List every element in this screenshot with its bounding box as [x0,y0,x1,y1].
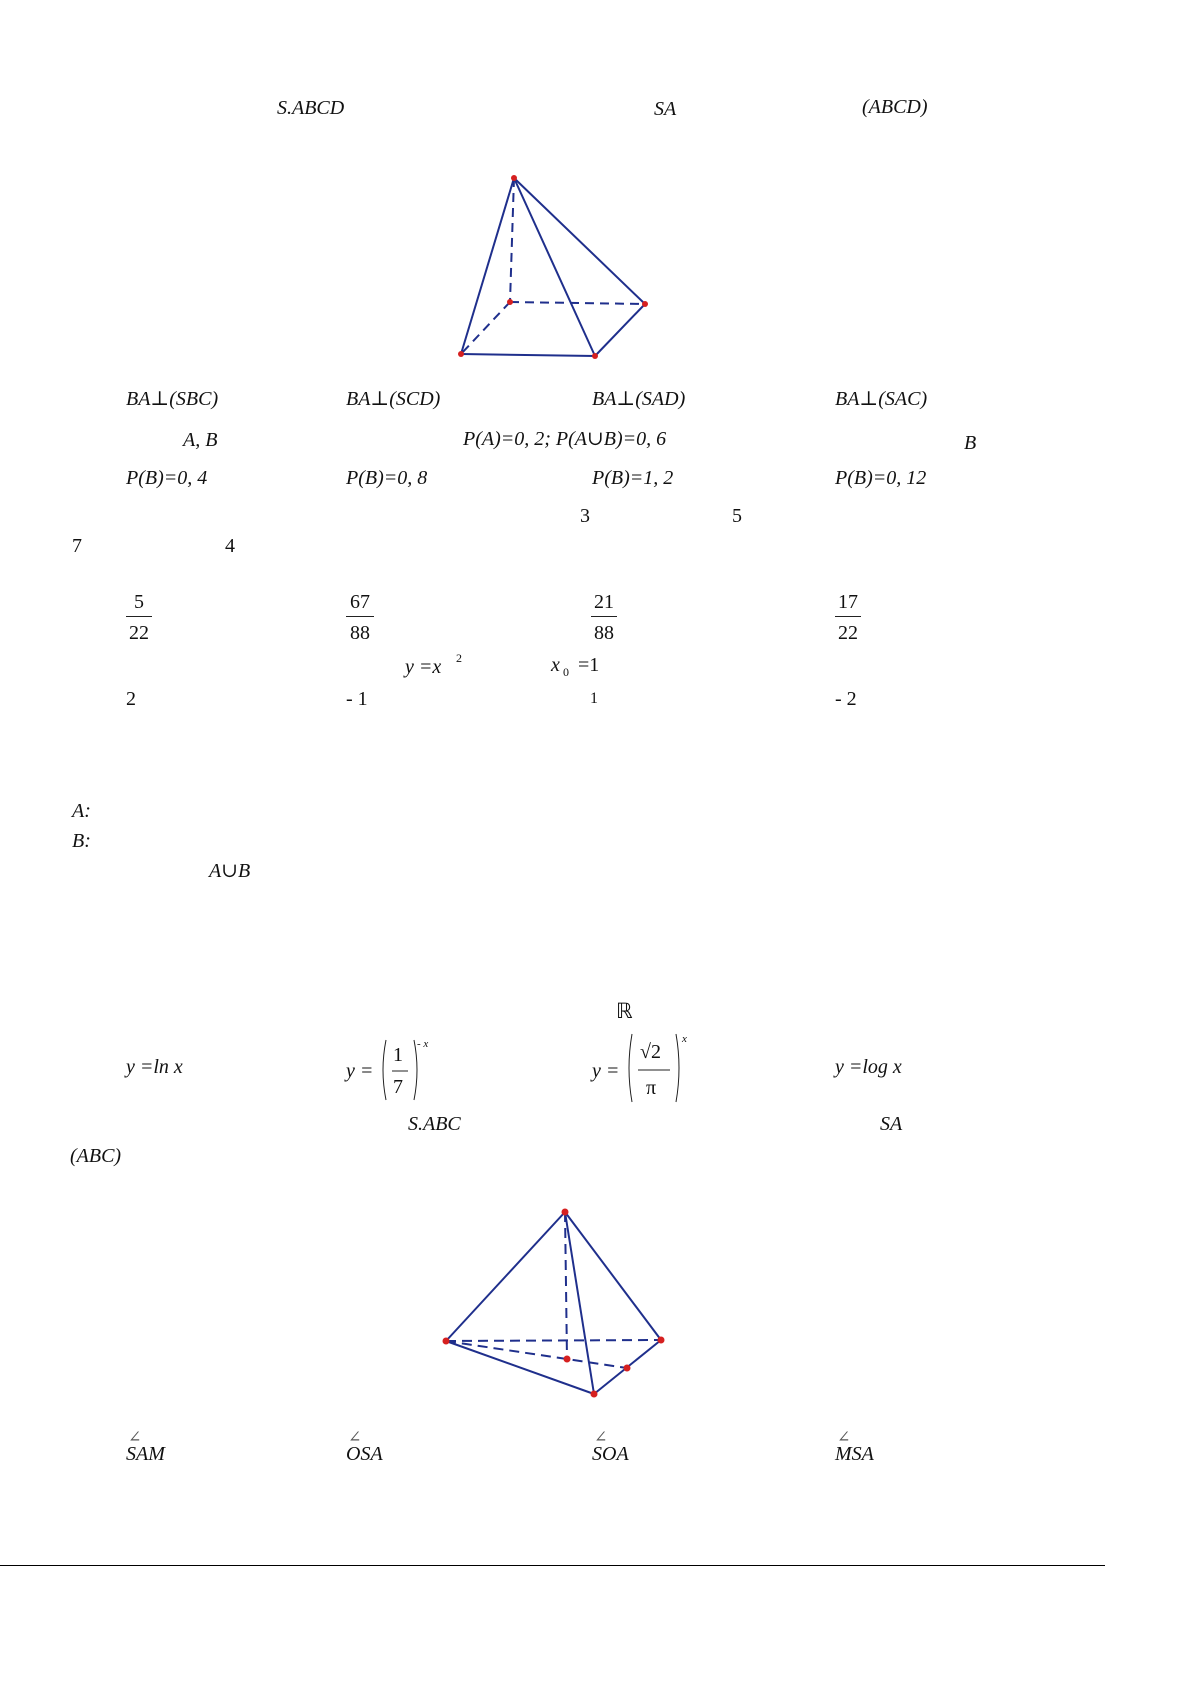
q6-option-c-numerator: √2 [640,1041,661,1063]
edge-a-b [446,1341,594,1394]
q1-option-c[interactable]: BA⊥(SAD) [592,388,686,410]
q7-option-c[interactable]: SOA [592,1443,629,1465]
edge-s-a [461,178,514,354]
q2-option-c[interactable]: P(B)=1, 2 [592,467,674,489]
pyramid-figure-1 [440,165,670,365]
q2-option-a[interactable]: P(B)=0, 4 [126,467,208,489]
edge-s-b [565,1212,594,1394]
q1-pyramid: S.ABCD [277,97,345,119]
q3-option-d[interactable] [835,592,861,643]
edge-d-c-hidden [510,302,645,304]
point-o [564,1356,571,1363]
q5-event-a-label: A: [72,800,91,822]
q2-given: P(A)=0, 2; P(A∪B)=0, 6 [463,428,667,450]
q7-edge: SA [880,1113,903,1135]
q6-option-b-numerator: 1 [393,1044,403,1066]
q3-option-b[interactable] [346,592,374,643]
q7-option-d[interactable]: MSA [835,1443,874,1465]
q6-option-b-denominator: 7 [393,1076,403,1098]
q3-option-a[interactable] [126,592,152,643]
q1-option-a[interactable]: BA⊥(SBC) [126,388,219,410]
vertex-s [562,1209,569,1216]
q2-option-d[interactable]: P(B)=0, 12 [835,467,927,489]
q1-option-d[interactable]: BA⊥(SAC) [835,388,928,410]
q6-option-b-exponent: - x [417,1038,429,1050]
q3-option-a-numerator: 5 [134,591,144,613]
edge-s-c [565,1212,661,1340]
q3-number-5: 5 [732,505,742,527]
vertex-d [507,299,513,305]
q6-option-b-lhs: y = [346,1060,374,1082]
q4-option-d[interactable]: - 2 [835,688,857,710]
q3-option-b-denominator: 88 [350,622,370,644]
edge-s-o-hidden [565,1212,567,1359]
point-m [624,1365,631,1372]
edge-a-b [461,354,595,356]
q3-option-c-denominator: 88 [594,622,614,644]
q4-point-subscript: 0 [563,665,569,679]
vertex-c [642,301,648,307]
q1-plane: (ABCD) [862,96,928,118]
q4-option-c[interactable]: 1 [590,690,598,707]
q7-option-a[interactable]: SAM [126,1443,165,1465]
q7-pyramid: S.ABC [408,1113,461,1135]
page-bottom-rule [0,1565,1105,1566]
edge-a-c-hidden [446,1340,661,1341]
q3-option-d-numerator: 17 [838,591,858,613]
vertex-a [443,1338,450,1345]
q3-number-4: 4 [225,535,235,557]
vertex-a [458,351,464,357]
q4-option-b[interactable]: - 1 [346,688,368,710]
edge-s-c [514,178,645,304]
angle-icon: ∠ [348,1429,362,1446]
q3-number-3: 3 [580,505,590,527]
q4-point-value: =1 [578,654,600,676]
q3-option-b-numerator: 67 [350,591,370,613]
edge-s-b [514,178,595,356]
q7-option-b[interactable]: OSA [346,1443,383,1465]
pyramid-figure-2 [430,1198,680,1408]
edge-a-m-hidden [446,1341,627,1368]
q4-curve: y =x [405,656,442,678]
q7-plane: (ABC) [70,1145,122,1167]
angle-icon: ∠ [128,1429,142,1446]
vertex-s [511,175,517,181]
vertex-b [591,1391,598,1398]
q2-events: A, B [183,429,218,451]
vertex-c [658,1337,665,1344]
edge-s-d-hidden [510,178,514,302]
q6-domain-symbol: ℝ [616,1000,633,1023]
q3-option-c-numerator: 21 [594,591,614,613]
q5-event-b-label: B: [72,830,91,852]
edge-b-c [595,304,645,356]
q2-target: B [964,432,977,454]
q2-option-b[interactable]: P(B)=0, 8 [346,467,428,489]
q1-option-b[interactable]: BA⊥(SCD) [346,388,441,410]
q3-option-c[interactable] [591,592,617,643]
q4-option-a[interactable]: 2 [126,688,136,710]
q4-point-x: x [551,654,560,676]
edge-s-a [446,1212,565,1341]
q3-option-d-denominator: 22 [838,622,858,644]
q3-number-7: 7 [72,535,82,557]
angle-icon: ∠ [594,1429,608,1446]
q4-curve-exponent: 2 [456,651,462,665]
q6-option-c-denominator: π [646,1077,657,1099]
q5-union: A∪B [209,860,251,882]
q3-option-a-denominator: 22 [129,622,149,644]
vertex-b [592,353,598,359]
q6-option-c-exponent: x [682,1033,687,1045]
angle-icon: ∠ [837,1429,851,1446]
q6-option-c-lhs: y = [592,1060,620,1082]
q1-edge: SA [654,98,677,120]
q6-option-a[interactable]: y =ln x [126,1056,183,1078]
q6-option-d[interactable]: y =log x [835,1056,902,1078]
